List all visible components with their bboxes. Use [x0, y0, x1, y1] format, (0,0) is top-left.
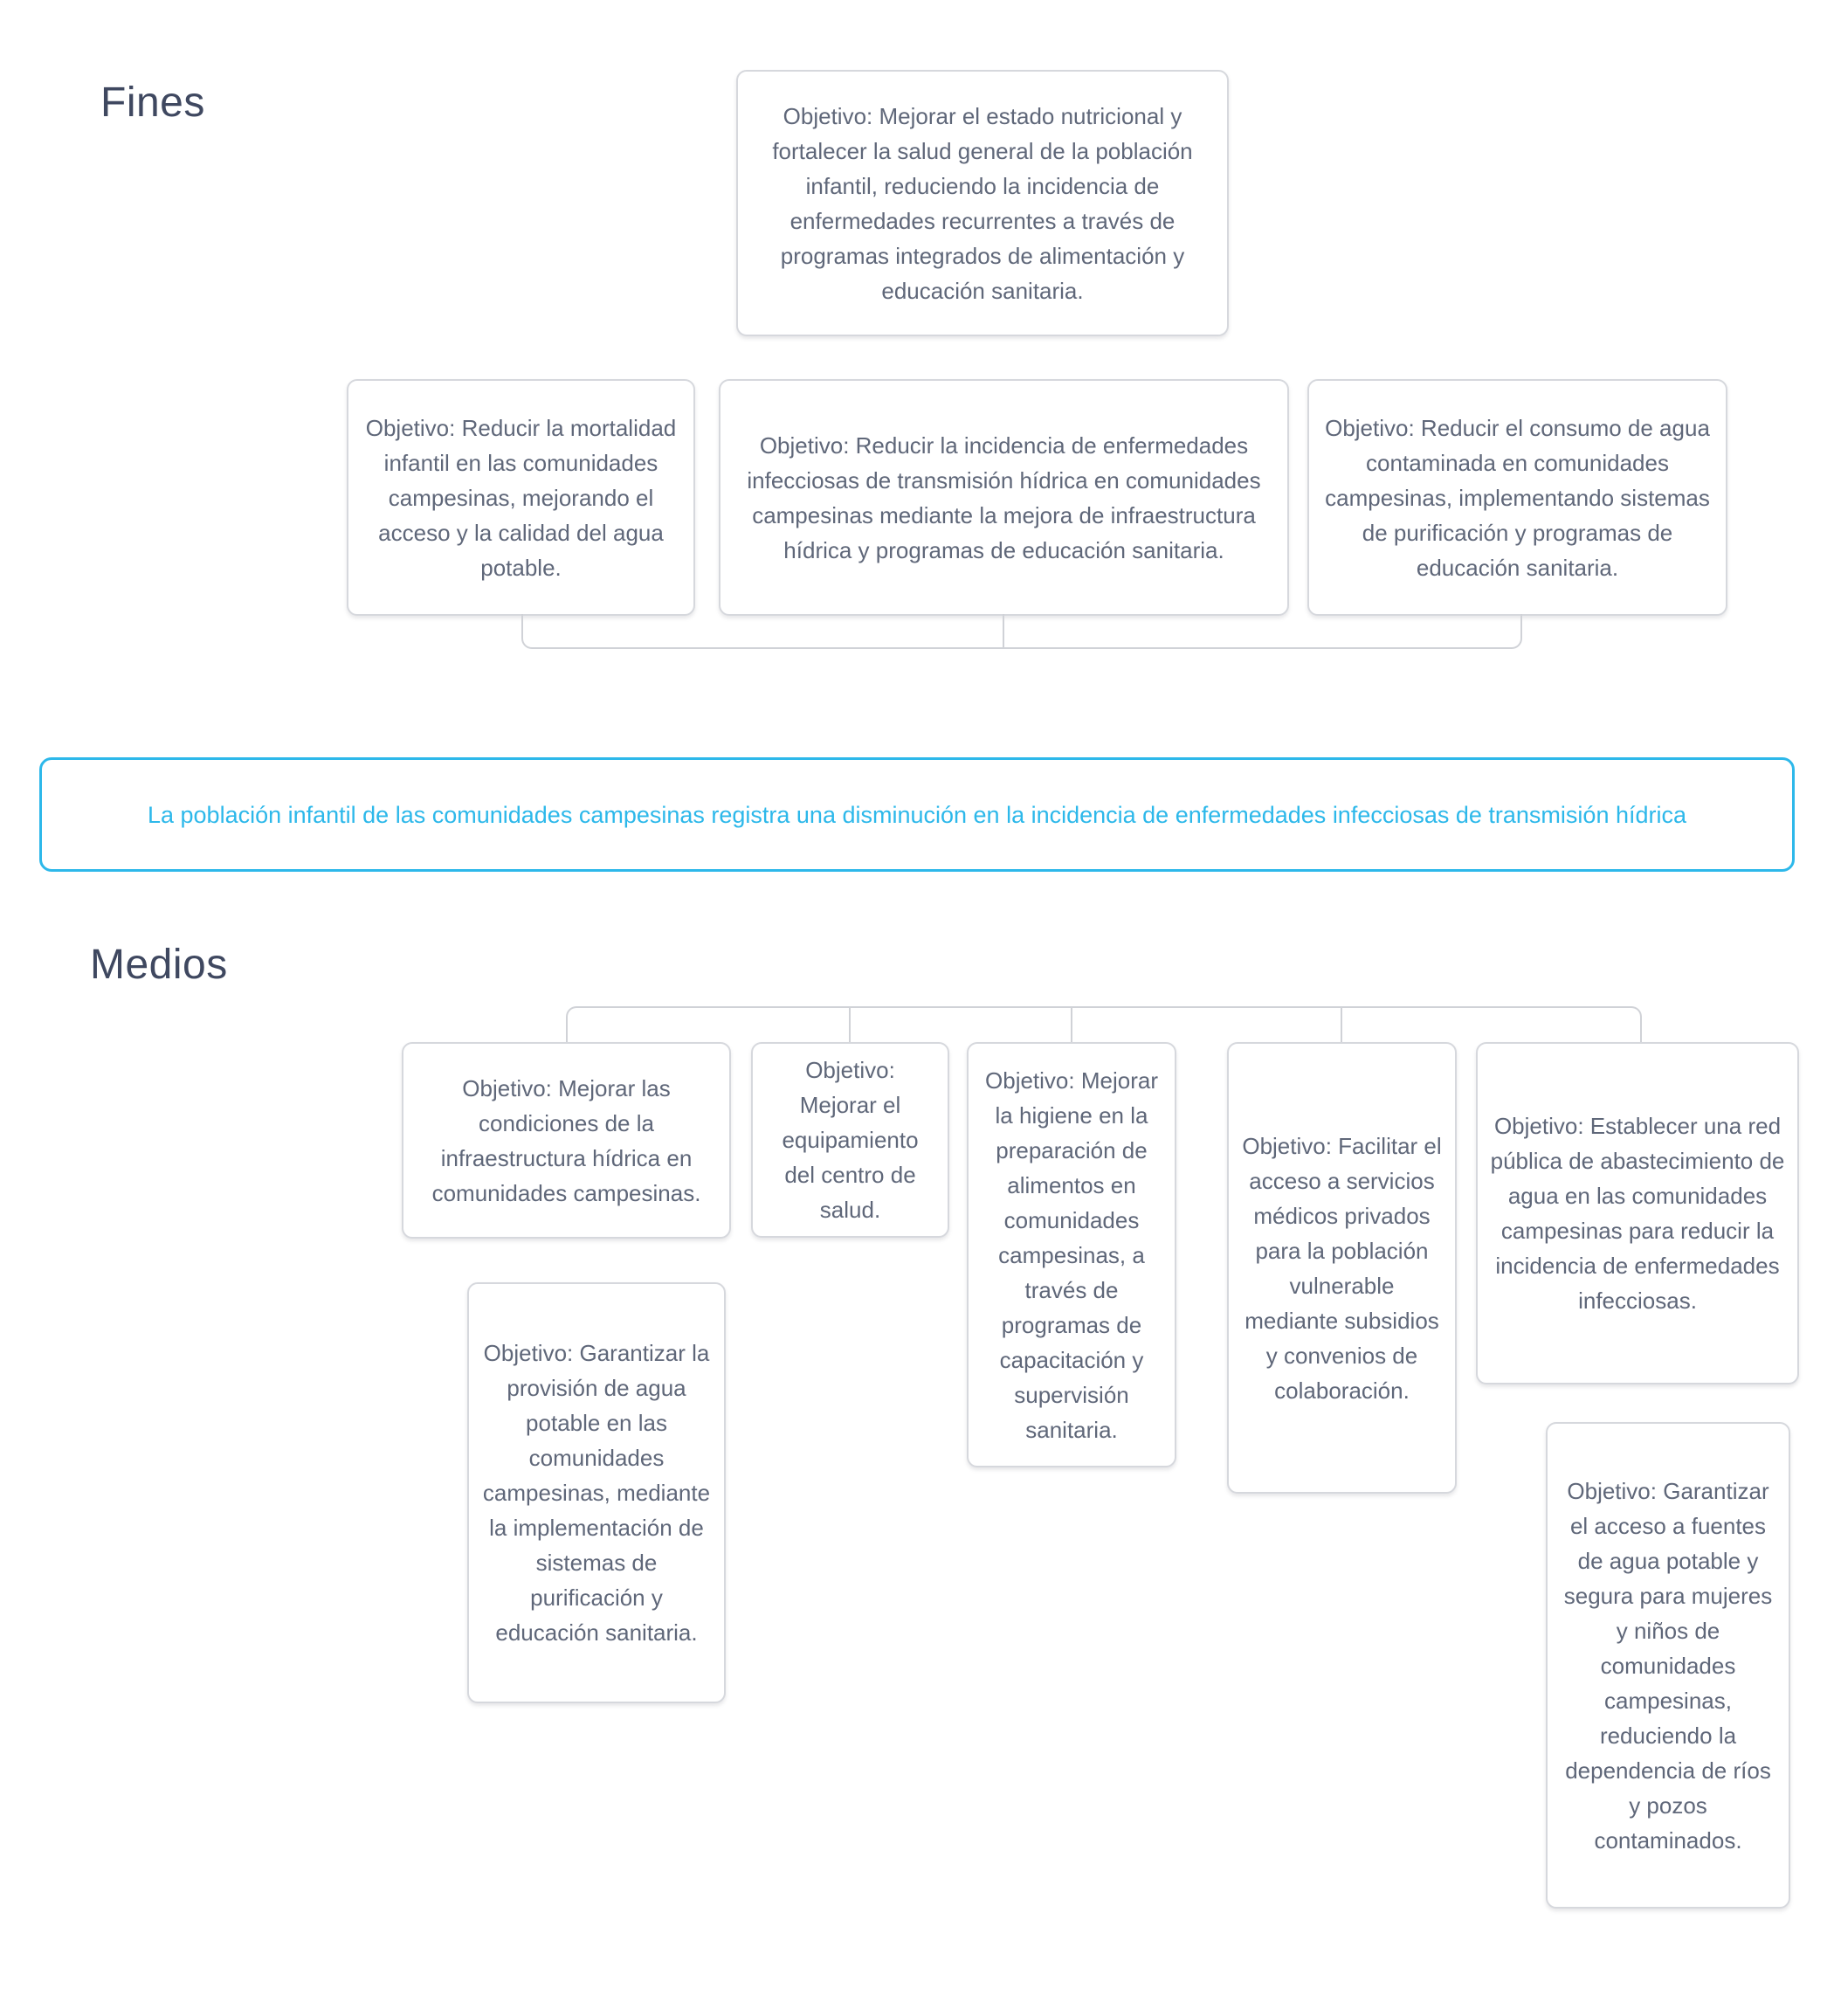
fines-connector-bus [521, 614, 1522, 649]
medios-objective-node-5[interactable]: Objetivo: Establecer una red pública de abastecimiento de agua en las comunidades campesinas para reducir la incidencia de enfermedades infecciosas. [1476, 1042, 1799, 1384]
fines-connector-stub-middle [1003, 614, 1004, 649]
fines-root-objective-node[interactable]: Objetivo: Mejorar el estado nutricional y fortalecer la salud general de la población infantil, reduciendo la incidencia de enfermedades recurrentes a través de programas integrados de alimentación y educación sanitaria. [736, 70, 1229, 336]
medios-objective-node-1[interactable]: Objetivo: Mejorar las condiciones de la infraestructura hídrica en comunidades campesinas. [402, 1042, 731, 1239]
medios-sub-objective-node-1[interactable]: Objetivo: Garantizar la provisión de agua potable en las comunidades campesinas, mediante la implementación de sistemas de purificación y educación sanitaria. [467, 1282, 726, 1703]
fines-objective-node-3[interactable]: Objetivo: Reducir el consumo de agua contaminada en comunidades campesinas, implementando sistemas de purificación y programas de educación sanitaria. [1307, 379, 1727, 616]
medios-heading: Medios [90, 942, 228, 988]
medios-connector-stub-1 [849, 1006, 851, 1042]
medios-connector-stub-3 [1341, 1006, 1342, 1042]
medios-objective-node-2[interactable]: Objetivo: Mejorar el equipamiento del centro de salud. [751, 1042, 949, 1238]
medios-connector-bus [566, 1006, 1642, 1042]
fines-heading: Fines [100, 79, 205, 126]
medios-objective-node-3[interactable]: Objetivo: Mejorar la higiene en la preparación de alimentos en comunidades campesinas, a través de programas de capacitación y supervisión sanitaria. [967, 1042, 1176, 1467]
medios-sub-objective-node-2[interactable]: Objetivo: Garantizar el acceso a fuentes de agua potable y segura para mujeres y niños de comunidades campesinas, reduciendo la dependencia de ríos y pozos contaminados. [1546, 1422, 1790, 1909]
central-problem-statement[interactable]: La población infantil de las comunidades campesinas registra una disminución en la incidencia de enfermedades infecciosas de transmisión hídrica [39, 757, 1795, 872]
medios-objective-node-4[interactable]: Objetivo: Facilitar el acceso a servicios médicos privados para la población vulnerable mediante subsidios y convenios de colaboración. [1227, 1042, 1457, 1494]
fines-objective-node-2[interactable]: Objetivo: Reducir la incidencia de enfermedades infecciosas de transmisión hídrica en comunidades campesinas mediante la mejora de infraestructura hídrica y programas de educación sanitaria. [719, 379, 1289, 616]
fines-objective-node-1[interactable]: Objetivo: Reducir la mortalidad infantil en las comunidades campesinas, mejorando el acceso y la calidad del agua potable. [347, 379, 695, 616]
medios-connector-stub-2 [1071, 1006, 1072, 1042]
